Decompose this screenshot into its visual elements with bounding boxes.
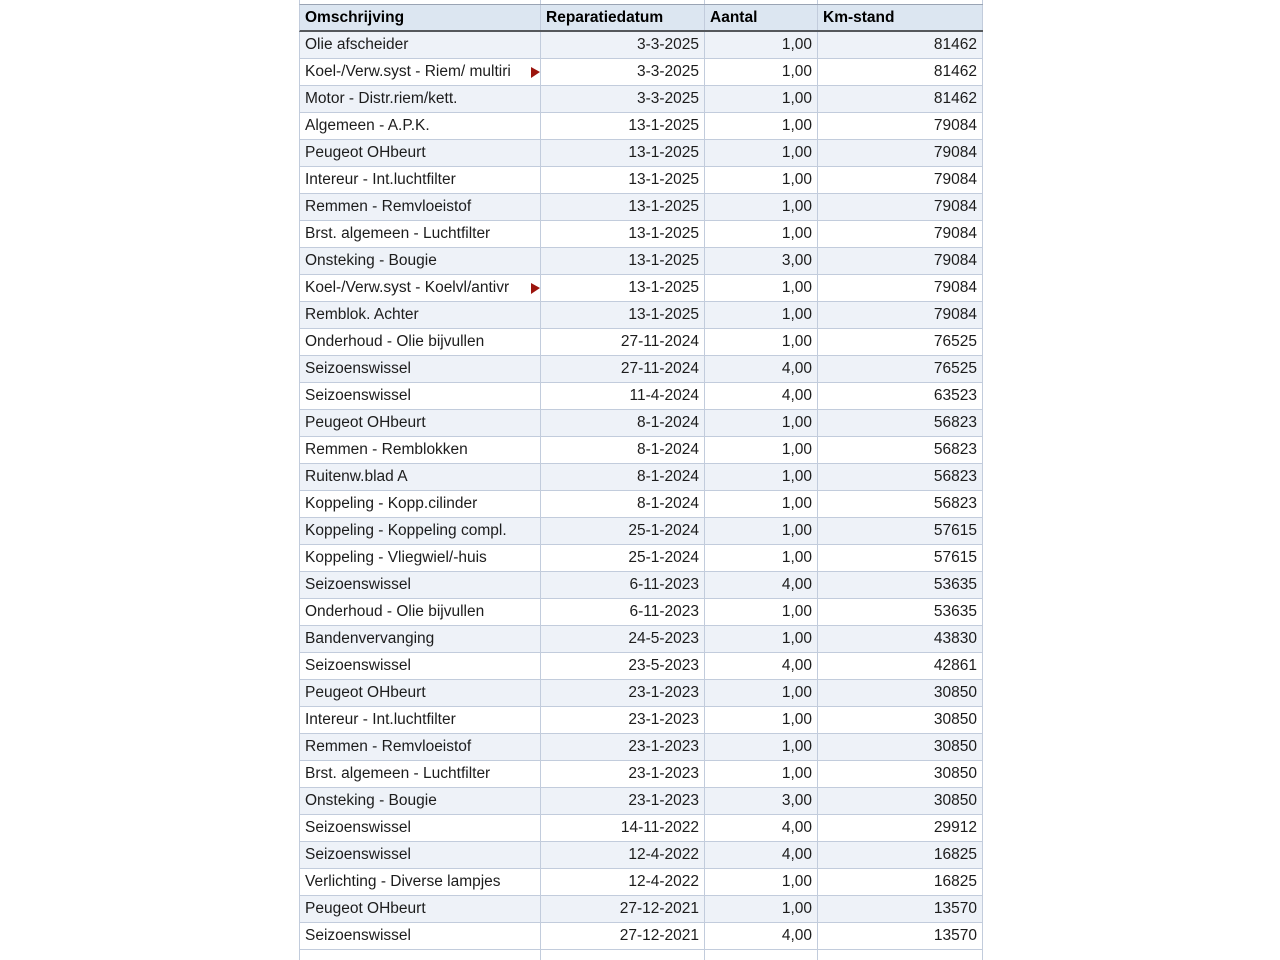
partial-row-bottom <box>299 950 983 960</box>
table-row <box>299 140 983 167</box>
cell-aantal[interactable]: 1,00 <box>705 545 818 571</box>
cell-aantal[interactable]: 1,00 <box>705 869 818 895</box>
partial-cell[interactable] <box>541 0 705 4</box>
cell-omschrijving[interactable]: Koppeling - Vliegwiel/-huis <box>300 545 541 571</box>
cell-omschrijving[interactable]: Koppeling - Koppeling compl. <box>300 518 541 544</box>
cell-aantal[interactable]: 1,00 <box>705 896 818 922</box>
cell-km-stand[interactable]: 43830 <box>818 626 983 652</box>
cell-reparatiedatum[interactable]: 27-11-2024 <box>541 356 705 382</box>
cell-reparatiedatum[interactable]: 25-1-2024 <box>541 545 705 571</box>
cell-aantal[interactable]: 1,00 <box>705 86 818 112</box>
cell-reparatiedatum[interactable]: 13-1-2025 <box>541 113 705 139</box>
table-row <box>299 707 983 734</box>
column-header-km-stand[interactable]: Km-stand <box>818 5 983 30</box>
cell-km-stand[interactable]: 56823 <box>818 410 983 436</box>
truncation-arrow-icon <box>531 67 540 78</box>
cell-omschrijving[interactable]: Onsteking - Bougie <box>300 248 541 274</box>
cell-omschrijving[interactable]: Intereur - Int.luchtfilter <box>300 167 541 193</box>
cell-omschrijving[interactable]: Seizoenswissel <box>300 572 541 598</box>
table-row <box>299 356 983 383</box>
cell-km-stand[interactable]: 42861 <box>818 653 983 679</box>
cell-aantal[interactable]: 3,00 <box>705 248 818 274</box>
cell-reparatiedatum[interactable]: 8-1-2024 <box>541 410 705 436</box>
cell-omschrijving[interactable]: Ruitenw.blad A <box>300 464 541 490</box>
cell-aantal[interactable]: 4,00 <box>705 923 818 949</box>
cell-km-stand[interactable]: 56823 <box>818 464 983 490</box>
table-row <box>299 653 983 680</box>
cell-omschrijving[interactable]: Seizoenswissel <box>300 356 541 382</box>
cell-km-stand[interactable]: 30850 <box>818 761 983 787</box>
table-row <box>299 572 983 599</box>
cell-omschrijving[interactable]: Seizoenswissel <box>300 842 541 868</box>
cell-km-stand[interactable]: 16825 <box>818 842 983 868</box>
cell-km-stand[interactable]: 79084 <box>818 167 983 193</box>
table-row <box>299 815 983 842</box>
table-row <box>299 329 983 356</box>
truncation-arrow-icon <box>531 283 540 294</box>
cell-reparatiedatum[interactable]: 23-1-2023 <box>541 680 705 706</box>
cell-aantal[interactable]: 1,00 <box>705 59 818 85</box>
table-row <box>299 923 983 950</box>
cell-omschrijving[interactable]: Remmen - Remvloeistof <box>300 194 541 220</box>
table-row <box>299 221 983 248</box>
cell-reparatiedatum[interactable]: 3-3-2025 <box>541 59 705 85</box>
cell-omschrijving[interactable]: Peugeot OHbeurt <box>300 896 541 922</box>
cell-omschrijving[interactable]: Brst. algemeen - Luchtfilter <box>300 761 541 787</box>
partial-cell[interactable] <box>705 950 818 960</box>
cell-reparatiedatum[interactable]: 3-3-2025 <box>541 86 705 112</box>
cell-reparatiedatum[interactable]: 27-12-2021 <box>541 923 705 949</box>
cell-omschrijving[interactable]: Seizoenswissel <box>300 383 541 409</box>
cell-reparatiedatum[interactable]: 12-4-2022 <box>541 869 705 895</box>
cell-km-stand[interactable]: 57615 <box>818 545 983 571</box>
cell-omschrijving[interactable]: Onsteking - Bougie <box>300 788 541 814</box>
cell-km-stand[interactable]: 81462 <box>818 32 983 58</box>
cell-omschrijving[interactable]: Brst. algemeen - Luchtfilter <box>300 221 541 247</box>
cell-omschrijving[interactable]: Verlichting - Diverse lampjes <box>300 869 541 895</box>
cell-aantal[interactable]: 1,00 <box>705 275 818 301</box>
cell-aantal[interactable]: 1,00 <box>705 734 818 760</box>
cell-omschrijving[interactable]: Olie afscheider <box>300 32 541 58</box>
partial-cell[interactable] <box>300 950 541 960</box>
cell-omschrijving[interactable]: Onderhoud - Olie bijvullen <box>300 329 541 355</box>
table-row <box>299 761 983 788</box>
cell-km-stand[interactable]: 53635 <box>818 599 983 625</box>
table-row <box>299 869 983 896</box>
cell-omschrijving[interactable]: Peugeot OHbeurt <box>300 140 541 166</box>
cell-omschrijving[interactable]: Seizoenswissel <box>300 923 541 949</box>
cell-reparatiedatum[interactable]: 25-1-2024 <box>541 518 705 544</box>
cell-reparatiedatum[interactable]: 24-5-2023 <box>541 626 705 652</box>
cell-omschrijving[interactable]: Algemeen - A.P.K. <box>300 113 541 139</box>
table-header-row <box>299 5 983 32</box>
cell-reparatiedatum[interactable]: 23-1-2023 <box>541 734 705 760</box>
column-header-omschrijving[interactable]: Omschrijving <box>300 5 541 30</box>
cell-omschrijving[interactable]: Intereur - Int.luchtfilter <box>300 707 541 733</box>
cell-aantal[interactable]: 1,00 <box>705 626 818 652</box>
cell-km-stand[interactable]: 57615 <box>818 518 983 544</box>
cell-reparatiedatum[interactable]: 11-4-2024 <box>541 383 705 409</box>
cell-km-stand[interactable]: 79084 <box>818 248 983 274</box>
cell-reparatiedatum[interactable]: 8-1-2024 <box>541 464 705 490</box>
cell-reparatiedatum[interactable]: 13-1-2025 <box>541 302 705 328</box>
table-body <box>299 32 983 950</box>
cell-reparatiedatum[interactable]: 13-1-2025 <box>541 167 705 193</box>
cell-aantal[interactable]: 4,00 <box>705 383 818 409</box>
cell-omschrijving[interactable]: Seizoenswissel <box>300 815 541 841</box>
cell-aantal[interactable]: 3,00 <box>705 788 818 814</box>
cell-reparatiedatum[interactable]: 23-1-2023 <box>541 761 705 787</box>
table-row <box>299 896 983 923</box>
cell-reparatiedatum[interactable]: 14-11-2022 <box>541 815 705 841</box>
partial-cell[interactable] <box>541 950 705 960</box>
cell-aantal[interactable]: 1,00 <box>705 302 818 328</box>
cell-km-stand[interactable]: 79084 <box>818 302 983 328</box>
table-row <box>299 599 983 626</box>
cell-omschrijving[interactable]: Bandenvervanging <box>300 626 541 652</box>
cell-reparatiedatum[interactable]: 13-1-2025 <box>541 275 705 301</box>
cell-omschrijving[interactable]: Koppeling - Kopp.cilinder <box>300 491 541 517</box>
cell-aantal[interactable]: 1,00 <box>705 518 818 544</box>
cell-km-stand[interactable]: 79084 <box>818 275 983 301</box>
cell-km-stand[interactable]: 16825 <box>818 869 983 895</box>
cell-reparatiedatum[interactable]: 23-1-2023 <box>541 788 705 814</box>
partial-cell[interactable] <box>818 950 983 960</box>
cell-omschrijving[interactable]: Remmen - Remblokken <box>300 437 541 463</box>
cell-km-stand[interactable]: 81462 <box>818 59 983 85</box>
cell-aantal[interactable]: 1,00 <box>705 437 818 463</box>
table-row <box>299 86 983 113</box>
cell-aantal[interactable]: 4,00 <box>705 653 818 679</box>
cell-aantal[interactable]: 1,00 <box>705 707 818 733</box>
table-row <box>299 302 983 329</box>
table-row <box>299 59 983 86</box>
cell-omschrijving[interactable]: Remblok. Achter <box>300 302 541 328</box>
table-row <box>299 383 983 410</box>
cell-km-stand[interactable]: 30850 <box>818 707 983 733</box>
table-row <box>299 734 983 761</box>
table-row <box>299 680 983 707</box>
cell-aantal[interactable]: 1,00 <box>705 221 818 247</box>
maintenance-history-table <box>299 0 983 960</box>
cell-aantal[interactable]: 1,00 <box>705 599 818 625</box>
cell-omschrijving[interactable]: Seizoenswissel <box>300 653 541 679</box>
cell-km-stand[interactable]: 79084 <box>818 113 983 139</box>
cell-km-stand[interactable]: 13570 <box>818 923 983 949</box>
table-row <box>299 167 983 194</box>
table-row <box>299 113 983 140</box>
cell-aantal[interactable]: 1,00 <box>705 140 818 166</box>
cell-omschrijving[interactable]: Peugeot OHbeurt <box>300 410 541 436</box>
cell-reparatiedatum[interactable]: 13-1-2025 <box>541 194 705 220</box>
cell-aantal[interactable]: 1,00 <box>705 167 818 193</box>
table-row <box>299 410 983 437</box>
table-row <box>299 545 983 572</box>
partial-cell[interactable] <box>300 0 541 4</box>
cell-aantal[interactable]: 1,00 <box>705 113 818 139</box>
cell-reparatiedatum[interactable]: 8-1-2024 <box>541 437 705 463</box>
cell-aantal[interactable]: 1,00 <box>705 464 818 490</box>
cell-reparatiedatum[interactable]: 13-1-2025 <box>541 248 705 274</box>
cell-omschrijving[interactable]: Peugeot OHbeurt <box>300 680 541 706</box>
cell-km-stand[interactable]: 56823 <box>818 437 983 463</box>
cell-reparatiedatum[interactable]: 23-1-2023 <box>541 707 705 733</box>
table-row <box>299 842 983 869</box>
cell-km-stand[interactable]: 79084 <box>818 194 983 220</box>
cell-reparatiedatum[interactable]: 27-12-2021 <box>541 896 705 922</box>
cell-aantal[interactable]: 1,00 <box>705 680 818 706</box>
cell-km-stand[interactable]: 56823 <box>818 491 983 517</box>
cell-aantal[interactable]: 1,00 <box>705 329 818 355</box>
cell-km-stand[interactable]: 30850 <box>818 680 983 706</box>
table-row <box>299 275 983 302</box>
cell-km-stand[interactable]: 53635 <box>818 572 983 598</box>
cell-reparatiedatum[interactable]: 13-1-2025 <box>541 221 705 247</box>
cell-km-stand[interactable]: 79084 <box>818 140 983 166</box>
cell-km-stand[interactable]: 29912 <box>818 815 983 841</box>
cell-aantal[interactable]: 1,00 <box>705 32 818 58</box>
table-row <box>299 518 983 545</box>
table-row <box>299 32 983 59</box>
cell-aantal[interactable]: 4,00 <box>705 815 818 841</box>
column-header-aantal[interactable]: Aantal <box>705 5 818 30</box>
cell-km-stand[interactable]: 76525 <box>818 356 983 382</box>
table-row <box>299 464 983 491</box>
cell-reparatiedatum[interactable]: 23-5-2023 <box>541 653 705 679</box>
cell-reparatiedatum[interactable]: 13-1-2025 <box>541 140 705 166</box>
cell-reparatiedatum[interactable]: 27-11-2024 <box>541 329 705 355</box>
cell-aantal[interactable]: 4,00 <box>705 572 818 598</box>
partial-cell[interactable] <box>705 0 818 4</box>
cell-aantal[interactable]: 4,00 <box>705 842 818 868</box>
cell-km-stand[interactable]: 76525 <box>818 329 983 355</box>
table-row <box>299 194 983 221</box>
table-row <box>299 626 983 653</box>
cell-km-stand[interactable]: 79084 <box>818 221 983 247</box>
cell-omschrijving[interactable]: Remmen - Remvloeistof <box>300 734 541 760</box>
cell-omschrijving[interactable]: Motor - Distr.riem/kett. <box>300 86 541 112</box>
cell-reparatiedatum[interactable]: 12-4-2022 <box>541 842 705 868</box>
cell-aantal[interactable]: 1,00 <box>705 491 818 517</box>
cell-omschrijving[interactable]: Koel-/Verw.syst - Koelvl/antivr <box>300 275 541 301</box>
table-row <box>299 491 983 518</box>
cell-reparatiedatum[interactable]: 8-1-2024 <box>541 491 705 517</box>
table-row <box>299 788 983 815</box>
cell-aantal[interactable]: 1,00 <box>705 410 818 436</box>
cell-omschrijving[interactable]: Onderhoud - Olie bijvullen <box>300 599 541 625</box>
cell-omschrijving[interactable]: Koel-/Verw.syst - Riem/ multiri <box>300 59 541 85</box>
cell-reparatiedatum[interactable]: 6-11-2023 <box>541 599 705 625</box>
cell-km-stand[interactable]: 81462 <box>818 86 983 112</box>
cell-aantal[interactable]: 1,00 <box>705 761 818 787</box>
table-row <box>299 248 983 275</box>
partial-cell[interactable] <box>818 0 983 4</box>
cell-aantal[interactable]: 4,00 <box>705 356 818 382</box>
cell-km-stand[interactable]: 30850 <box>818 734 983 760</box>
cell-reparatiedatum[interactable]: 3-3-2025 <box>541 32 705 58</box>
cell-km-stand[interactable]: 30850 <box>818 788 983 814</box>
cell-km-stand[interactable]: 13570 <box>818 896 983 922</box>
cell-reparatiedatum[interactable]: 6-11-2023 <box>541 572 705 598</box>
column-header-reparatiedatum[interactable]: Reparatiedatum <box>541 5 705 30</box>
cell-aantal[interactable]: 1,00 <box>705 194 818 220</box>
table-row <box>299 437 983 464</box>
cell-km-stand[interactable]: 63523 <box>818 383 983 409</box>
